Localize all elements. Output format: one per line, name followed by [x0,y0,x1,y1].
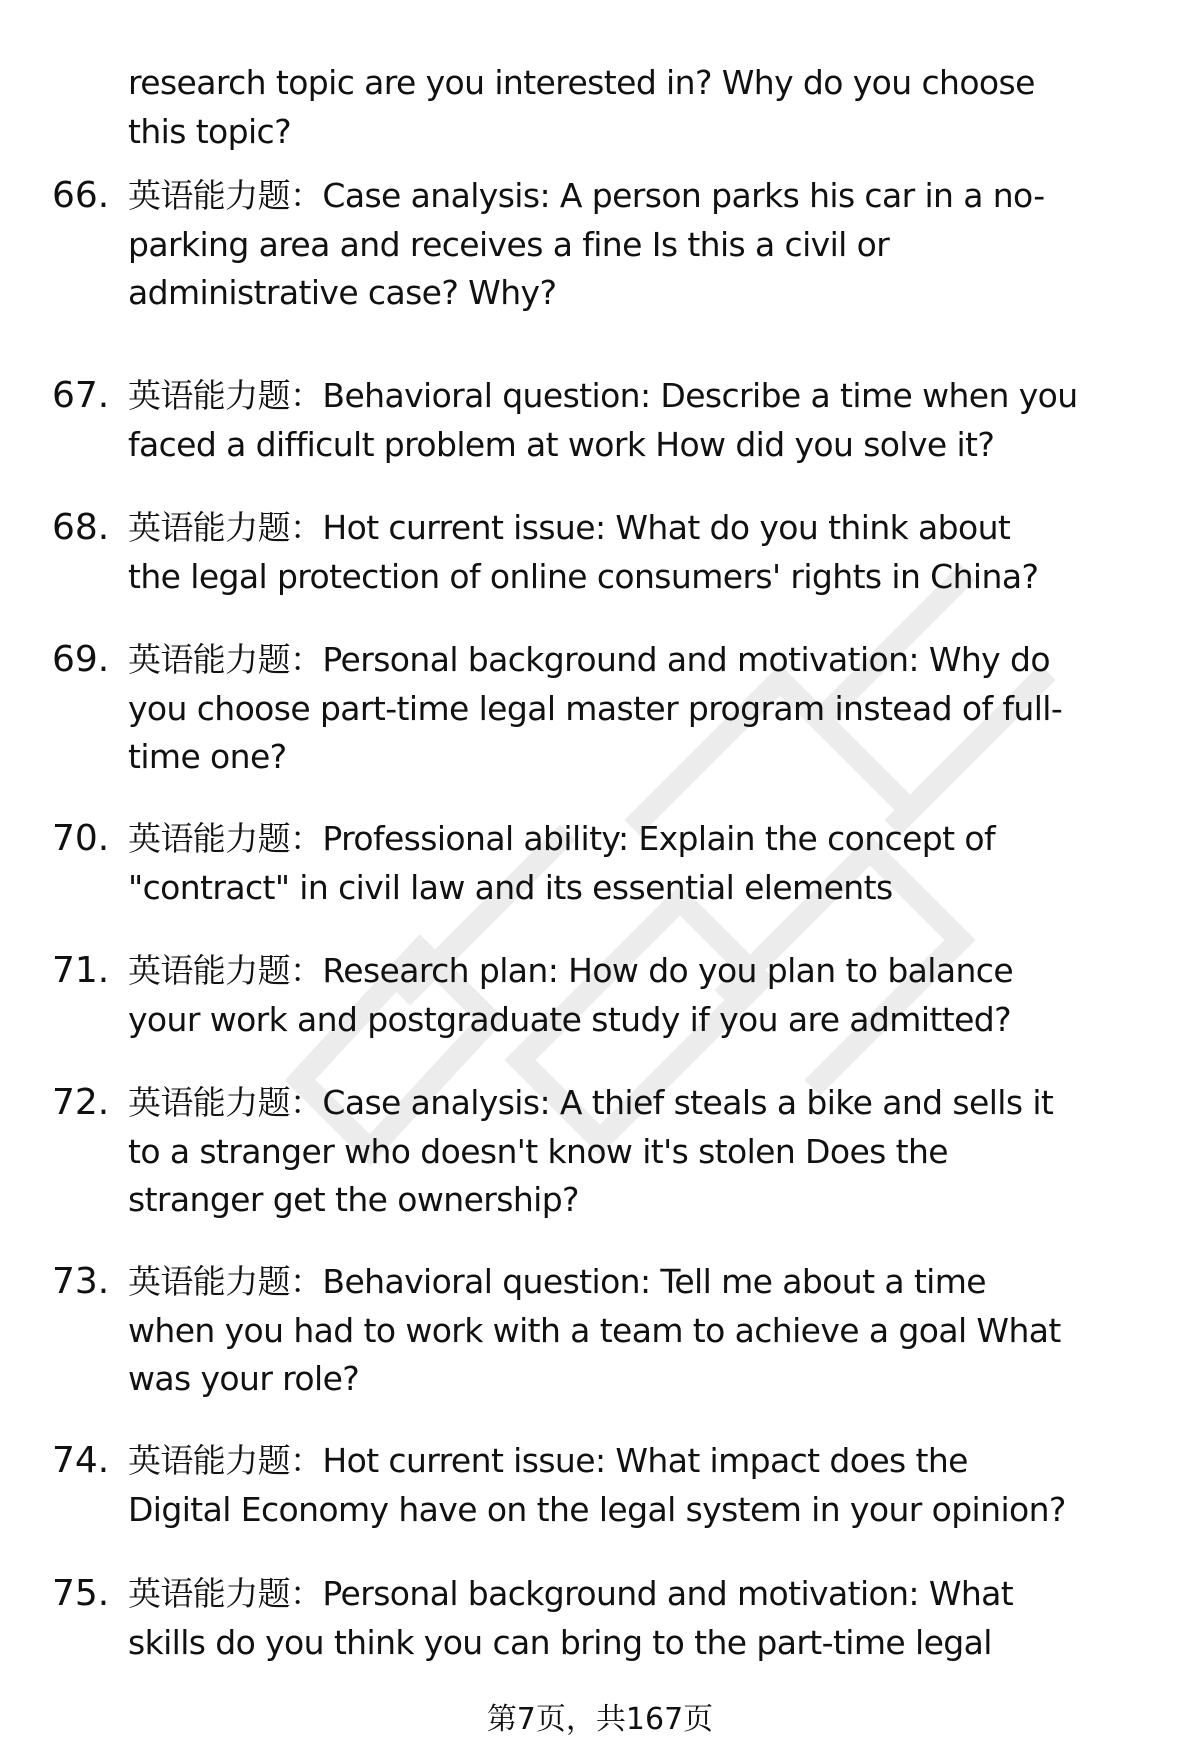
text-line: 英语能力题：Research plan: How do you plan to balance [128,951,1014,990]
text-line: 英语能力题：Behavioral question: Tell me about a time [128,1262,986,1301]
question-text [128,1570,1163,1667]
text-line: time one? [128,737,287,776]
question-text [128,636,1163,782]
text-line: to a stranger who doesn't know it's stolen Does the [128,1131,949,1171]
question-number: 74. [52,1440,110,1481]
question-text [128,1437,1163,1534]
text-line: 英语能力题：Hot current issue: What do you think about [128,508,1011,547]
text-line: you choose part-time legal master program instead of full- [128,688,1063,728]
text-line: was your role? [128,1359,360,1398]
question-text [128,59,1163,156]
text-line: administrative case? Why? [128,273,557,312]
question-text [128,947,1163,1044]
text-line: Digital Economy have on the legal system in your opinion? [128,1489,1066,1529]
text-line: your work and postgraduate study if you are admitted? [128,999,1012,1039]
text-line: 英语能力题：Hot current issue: What impact does the [128,1441,968,1480]
question-number: 67. [52,375,110,416]
question-number: 71. [52,950,110,991]
text-line: 英语能力题：Professional ability: Explain the concept of [128,819,995,858]
question-number: 73. [52,1261,110,1302]
text-line: 英语能力题：Personal background and motivation: Why do [128,640,1050,679]
question-text [128,172,1163,318]
text-line: the legal protection of online consumers' rights in China? [128,556,1039,596]
text-line: 英语能力题：Behavioral question: Describe a time when you [128,376,1078,415]
question-number: 69. [52,639,110,680]
text-line: skills do you think you can bring to the part-time legal [128,1622,992,1662]
question-text [128,815,1163,912]
text-line: 英语能力题：Case analysis: A thief steals a bike and sells it [128,1083,1054,1122]
text-line: "contract" in civil law and its essential elements [128,867,893,907]
text-line: 英语能力题：Case analysis: A person parks his car in a no- [128,176,1045,215]
text-line: stranger get the ownership? [128,1180,579,1219]
question-number: 75. [52,1573,110,1614]
text-line: parking area and receives a fine Is this a civil or [128,224,890,264]
question-text [128,1079,1163,1225]
question-number: 68. [52,507,110,548]
question-number: 72. [52,1082,110,1123]
question-number: 66. [52,175,110,216]
text-line: when you had to work with a team to achieve a goal What [128,1310,1061,1350]
text-line: 英语能力题：Personal background and motivation: What [128,1574,1014,1613]
text-line: research topic are you interested in? Why do you choose [128,63,1035,102]
question-text [128,504,1163,601]
question-text [128,1258,1163,1404]
question-number: 70. [52,818,110,859]
text-line: faced a difficult problem at work How did you solve it? [128,424,995,464]
text-line: this topic? [128,111,292,151]
page-number-footer: 第7页，共167页 [486,1702,714,1737]
question-text [128,372,1163,469]
